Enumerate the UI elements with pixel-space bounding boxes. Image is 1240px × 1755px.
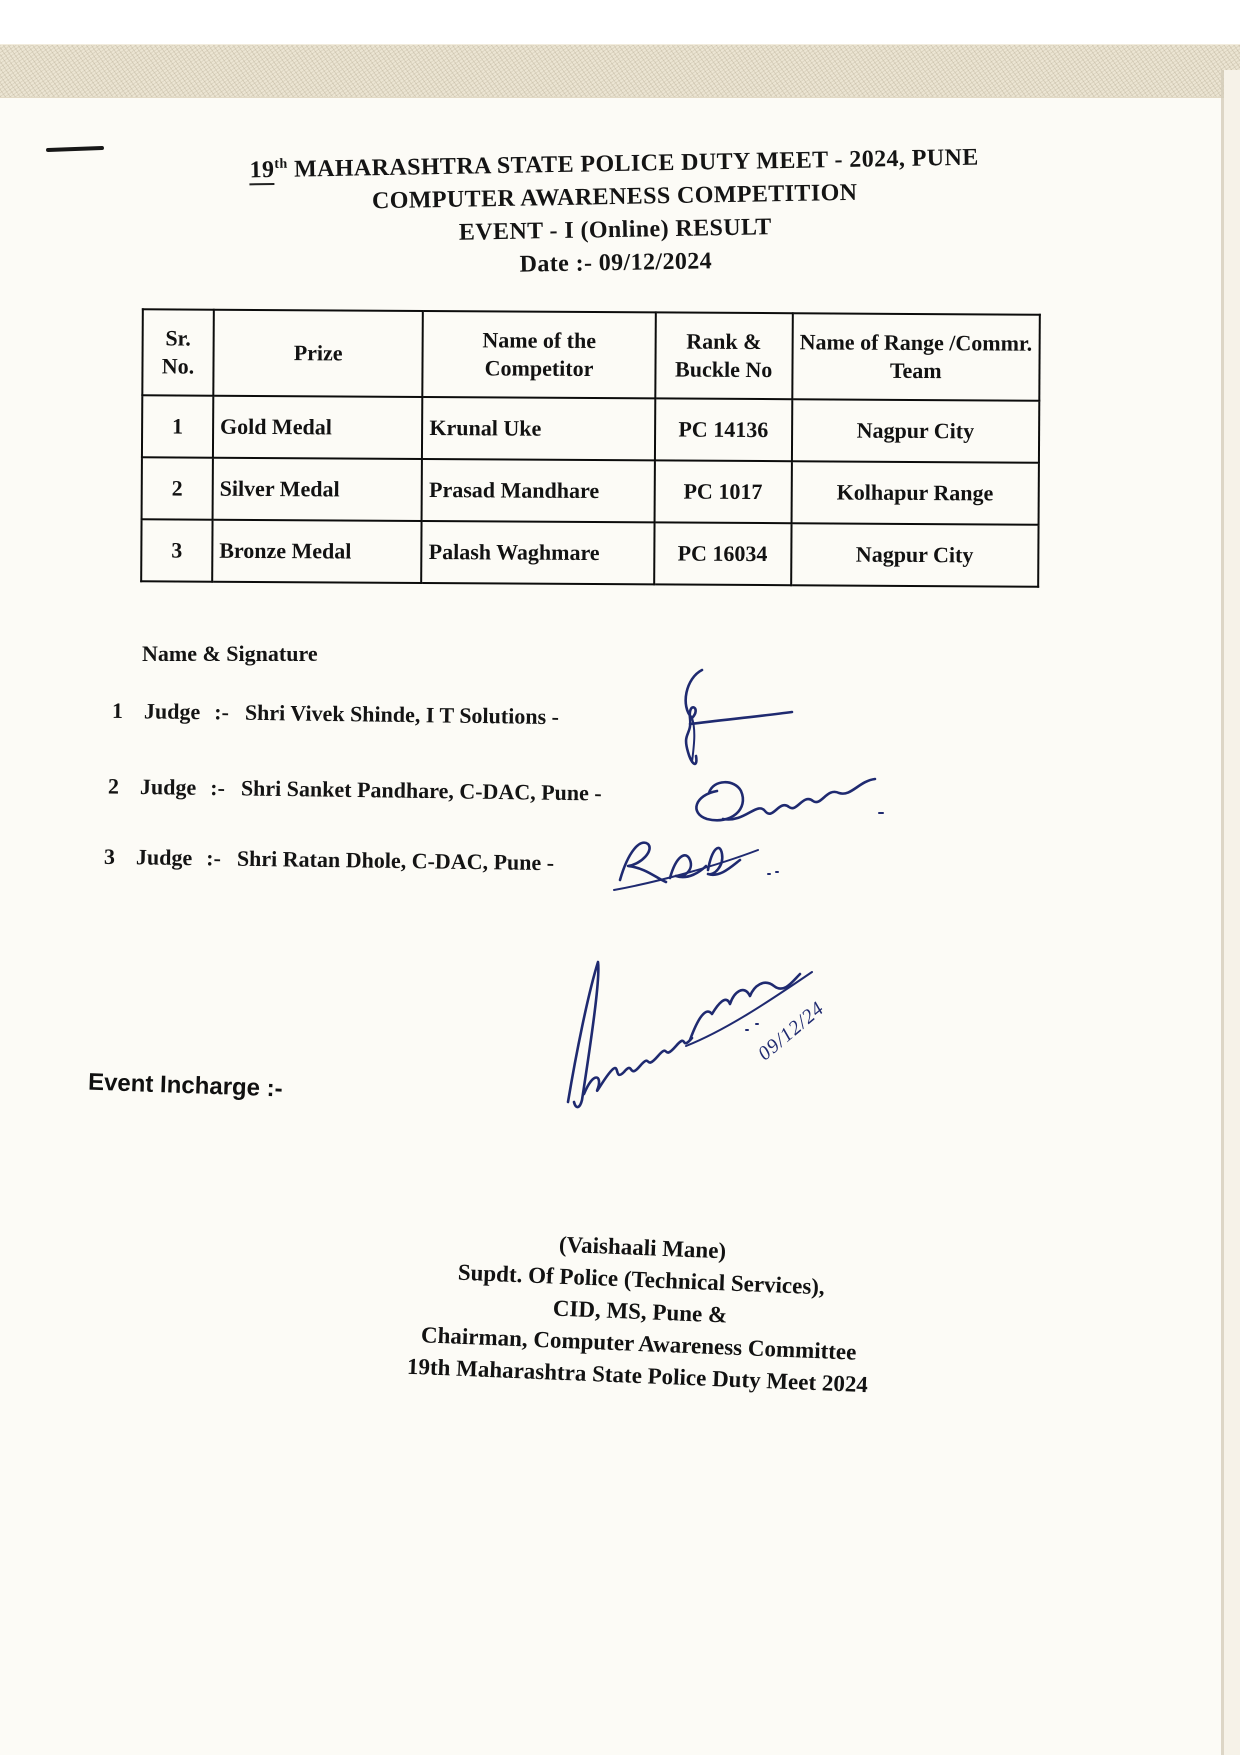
name-signature-heading: Name & Signature <box>142 641 318 666</box>
title-ordinal-suffix: th <box>274 156 288 172</box>
header-sr-no: Sr. No. <box>142 309 213 395</box>
scan-margin-top <box>0 0 1240 44</box>
cell-rank: PC 14136 <box>655 398 792 461</box>
table-row <box>142 457 1039 524</box>
cell-range: Kolhapur Range <box>791 461 1039 525</box>
judge-separator: :- <box>210 774 226 801</box>
signatory-designation: Supdt. Of Police (Technical Services), <box>457 1259 826 1300</box>
judge-line-2 <box>108 774 602 807</box>
judge-number: 2 <box>107 773 120 799</box>
title-line-4-date: Date :- 09/12/2024 <box>519 248 713 278</box>
signatory-designation: Chairman, Computer Awareness Committee <box>420 1322 857 1365</box>
judge2-signature-ink <box>683 761 893 833</box>
cell-prize: Silver Medal <box>212 458 422 521</box>
scanner-fabric-band <box>0 44 1240 98</box>
title-edition-number: 19 <box>249 156 275 184</box>
judge-number: 1 <box>111 697 124 724</box>
judge-separator: :- <box>206 845 222 871</box>
document-title-block <box>109 139 1121 289</box>
judge-role: Judge <box>135 844 193 871</box>
judge-separator: :- <box>214 699 230 725</box>
cell-name: Prasad Mandhare <box>422 459 655 522</box>
cell-prize: Bronze Medal <box>212 520 422 583</box>
cell-range: Nagpur City <box>792 399 1040 463</box>
cell-name: Palash Waghmare <box>422 521 655 584</box>
cell-rank: PC 16034 <box>654 522 791 585</box>
pen-dash-mark <box>46 146 104 152</box>
table-header-row <box>142 309 1040 400</box>
title-main-text: MAHARASHTRA STATE POLICE DUTY MEET - 2024, PUNE <box>287 144 979 183</box>
judge-name: Shri Sanket Pandhare, C-DAC, Pune - <box>240 775 602 806</box>
cell-rank: PC 1017 <box>654 460 791 523</box>
header-rank-buckle: Rank & Buckle No <box>655 312 792 399</box>
signatory-block <box>232 1216 1048 1408</box>
judge-line-1 <box>112 698 559 730</box>
title-line-3: EVENT - I (Online) RESULT <box>458 214 772 246</box>
table-row <box>141 519 1038 586</box>
judge-role: Judge <box>143 698 201 725</box>
title-line-2: COMPUTER AWARENESS COMPETITION <box>371 179 858 215</box>
cell-prize: Gold Medal <box>213 396 423 459</box>
judge-name: Shri Ratan Dhole, C-DAC, Pune - <box>236 845 555 876</box>
event-incharge-label: Event Incharge :- <box>87 1068 284 1103</box>
signatory-designation: CID, MS, Pune & <box>552 1295 728 1328</box>
judge-name: Shri Vivek Shinde, I T Solutions - <box>244 699 560 730</box>
scan-margin-right <box>1224 70 1240 1755</box>
judge-role: Judge <box>139 774 197 800</box>
cell-name: Krunal Uke <box>422 397 655 460</box>
cell-sr: 1 <box>142 395 213 457</box>
judge-line-3 <box>104 844 554 876</box>
header-competitor: Name of the Competitor <box>423 311 656 398</box>
signatory-name: (Vaishaali Mane) <box>558 1231 727 1264</box>
cell-range: Nagpur City <box>791 523 1039 587</box>
cell-sr: 2 <box>142 457 213 519</box>
judge3-signature-ink <box>608 828 783 898</box>
signatory-designation: 19th Maharashtra State Police Duty Meet 2024 <box>406 1353 869 1398</box>
results-table <box>140 308 1041 587</box>
event-incharge-signature-ink <box>540 942 890 1122</box>
header-range-team: Name of Range /Commr. Team <box>792 313 1040 401</box>
cell-sr: 3 <box>141 519 212 581</box>
header-prize: Prize <box>213 310 423 397</box>
judge-number: 3 <box>103 843 116 870</box>
handwritten-date: 09/12/24 <box>753 997 829 1065</box>
table-row <box>142 395 1039 462</box>
